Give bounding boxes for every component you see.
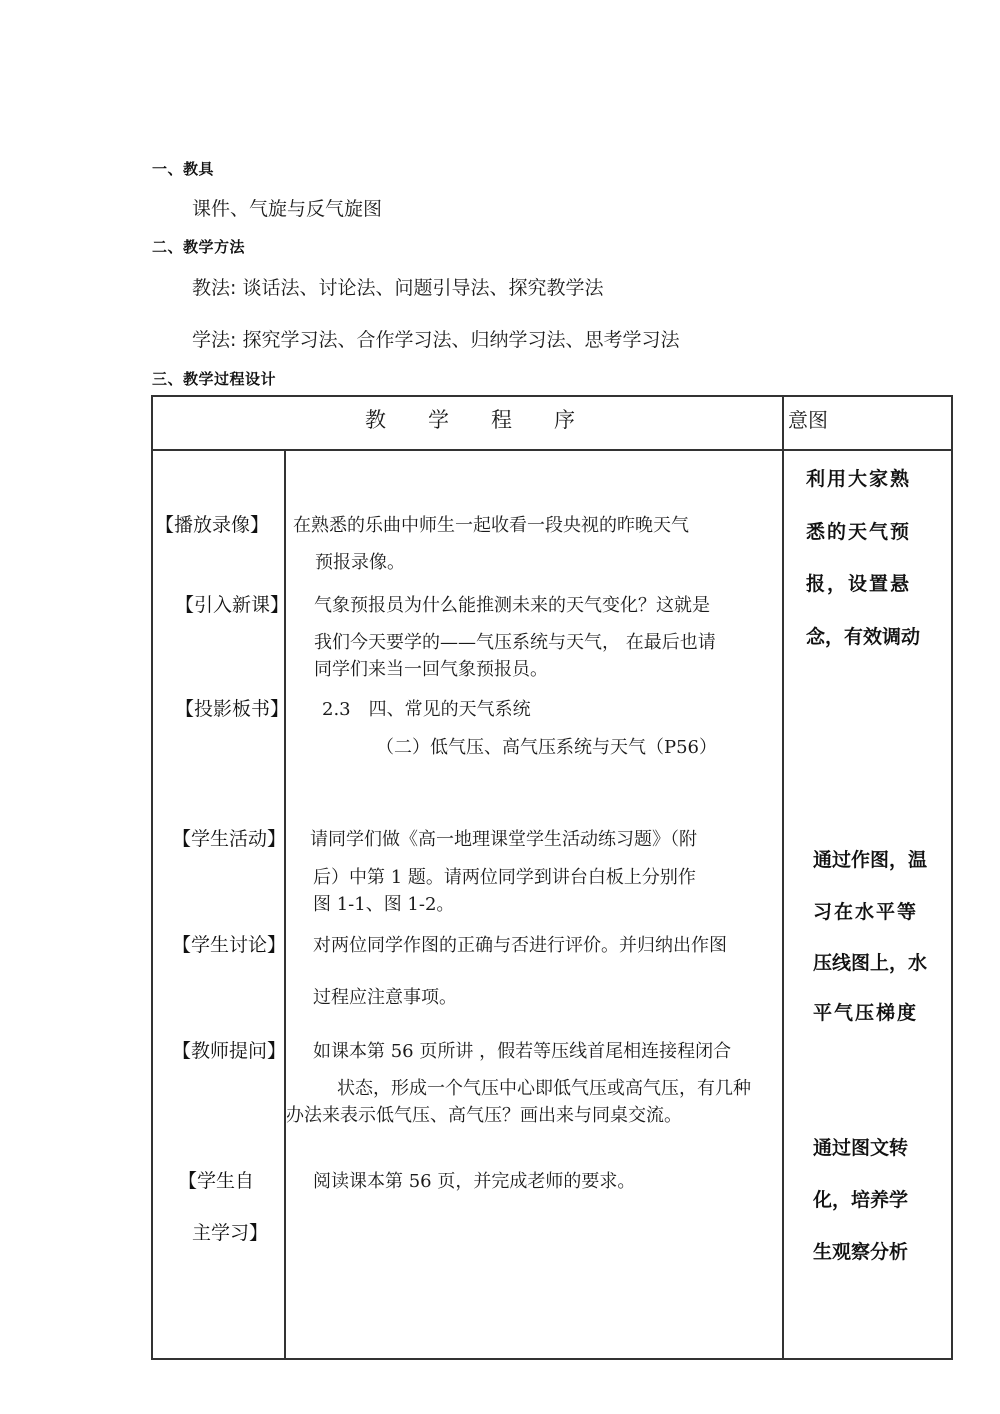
intent-line: 化，培养学 [813,1189,909,1211]
row-text: 请同学们做《高一地理课堂学生活动练习题》（附 [310,829,697,850]
table-header-divider [151,449,953,451]
row-text: 在熟悉的乐曲中师生一起收看一段央视的昨晚天气 [293,515,689,536]
row-text: 过程应注意事项。 [313,987,457,1008]
row-label: 【引入新课】 [175,594,290,616]
row-text: 如课本第 56 页所讲 ，假若等压线首尾相连接程闭合 [313,1041,732,1062]
row-text: 状态，形成一个气压中心即低气压或高气压，有几种 [337,1078,751,1099]
table-border-bottom [151,1358,953,1360]
intent-line: 生观察分析 [813,1241,909,1263]
header-intent: 意图 [788,408,828,432]
row-text: 2.3 四、常见的天气系统 [322,699,531,720]
row-label: 【学生自 [178,1170,255,1192]
row-text: 阅读课本第 56 页，并完成老师的要求。 [313,1171,636,1192]
intent-clipped-line [800,998,950,1024]
section-heading-methods: 二、教学方法 [152,238,246,256]
row-text: （二）低气压、高气压系统与天气（P56） [376,737,718,758]
row-text: 图 1-1、图 1-2。 [313,894,455,915]
intent-line: 压线图上，水 [813,952,928,974]
row-label: 【学生讨论】 [172,934,287,956]
row-text: 气象预报员为什么能推测未来的天气变化？这就是 [314,595,710,616]
intent-line: 利用大家熟 [806,468,912,490]
tools-content: 课件、气旋与反气旋图 [192,198,383,220]
intent-line: 通过作图，温 [813,849,928,871]
intent-column-divider [782,395,784,1360]
row-text: 后）中第 1 题。请两位同学到讲台白板上分别作 [313,867,696,888]
row-text: 同学们来当一回气象预报员。 [314,659,548,680]
section-heading-process: 三、教学过程设计 [152,370,277,388]
row-text: 办法来表示低气压、高气压？画出来与同桌交流。 [286,1105,682,1126]
row-text: 我们今天要学的——气压系统与天气， 在最后也请 [314,632,716,653]
row-label: 【学生活动】 [172,828,287,850]
intent-line: 报，设置悬 [806,573,912,595]
intent-line: 习在水平等 [813,901,919,923]
intent-line: 平气压梯度 [813,1002,919,1024]
table-border-left [151,395,153,1360]
row-label: 【投影板书】 [175,698,290,720]
table-border-right [951,395,953,1360]
teaching-methods: 教法: 谈话法、讨论法、问题引导法、探究教学法 [192,277,604,299]
row-label: 主学习】 [192,1222,269,1244]
section-heading-tools: 一、教具 [152,160,215,178]
row-label: 【播放录像】 [155,514,270,536]
table-border-top [151,395,953,397]
intent-line: 悉的天气预 [806,521,912,543]
header-procedure: 教 学 程 序 [365,408,575,432]
row-label: 【教师提问】 [172,1040,287,1062]
row-text: 预报录像。 [315,552,405,573]
learning-methods: 学法: 探究学习法、合作学习法、归纳学习法、思考学习法 [192,329,680,351]
label-column-divider [284,449,286,1360]
intent-line: 通过图文转 [813,1137,909,1159]
row-text: 对两位同学作图的正确与否进行评价。并归纳出作图 [313,935,727,956]
intent-line: 念，有效调动 [806,626,921,648]
